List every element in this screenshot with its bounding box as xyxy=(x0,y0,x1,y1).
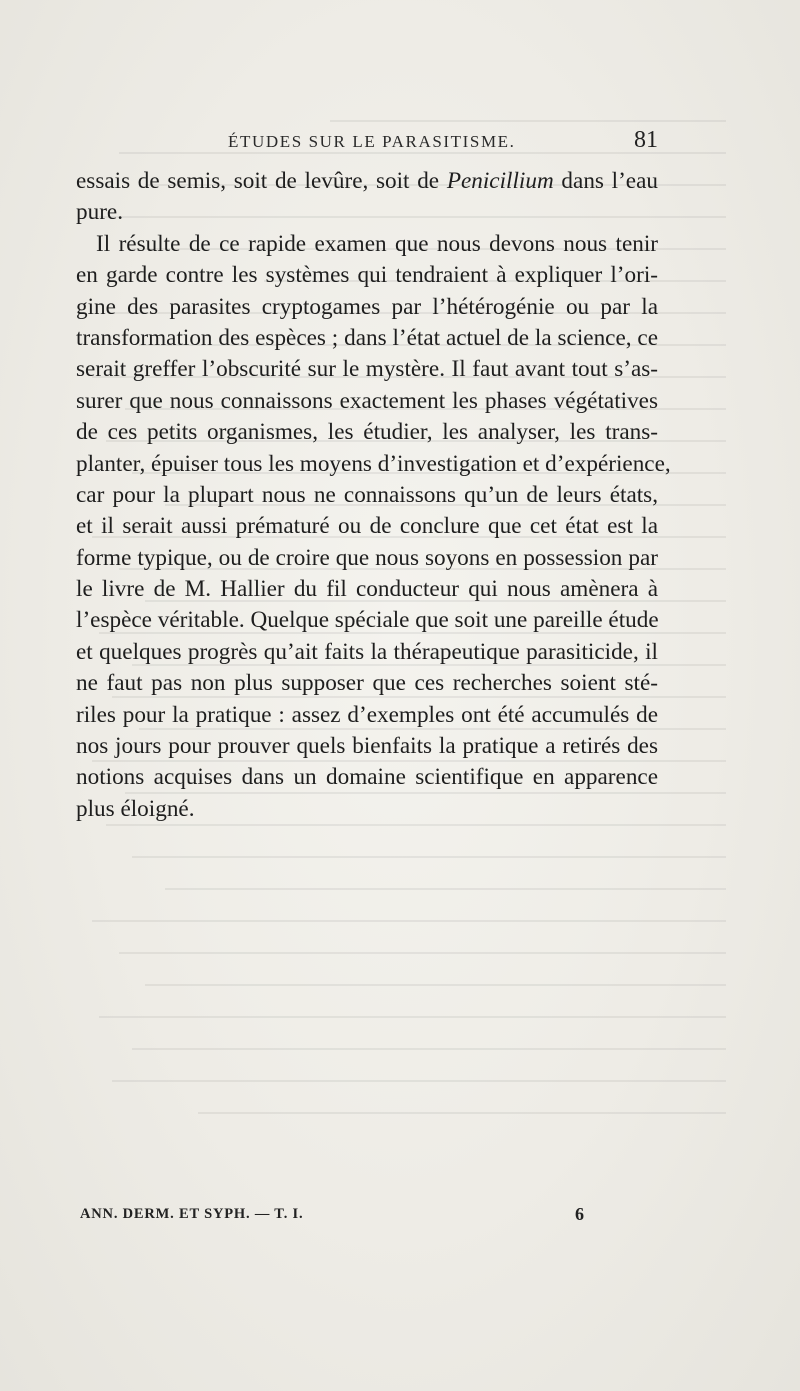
text-run: essais de semis, soit de levûre, soit de xyxy=(76,168,447,194)
italic-term: Penicillium xyxy=(446,168,554,194)
text-run: serait greffer l’obscurité sur le mystère. Il faut avant tout s’as- xyxy=(76,356,658,383)
text-run: l’espèce véritable. Quelque spéciale que soit une pareille étude xyxy=(76,607,659,634)
running-title: ÉTUDES SUR LE PARASITISME. xyxy=(228,132,516,151)
running-head xyxy=(78,127,658,158)
text-line xyxy=(76,417,658,448)
text-line xyxy=(76,292,658,323)
page-number: 81 xyxy=(634,127,658,153)
body-text xyxy=(76,166,671,825)
text-run: et quelques progrès qu’ait faits la thérapeutique parasiticide, il xyxy=(76,638,658,665)
text-line xyxy=(76,574,658,605)
text-run: nos jours pour prouver quels bienfaits la pratique a retirés des xyxy=(76,733,658,760)
text-run: Il résulte de ce rapide examen que nous devons nous tenir xyxy=(96,230,658,257)
text-line xyxy=(76,166,658,197)
text-line xyxy=(76,229,658,260)
text-run: notions acquises dans un domaine scientifique en apparence xyxy=(76,764,658,791)
printer-signature-footer xyxy=(76,1206,656,1228)
text-line xyxy=(76,700,658,731)
text-run: en garde contre les systèmes qui tendraient à expliquer l’ori- xyxy=(76,262,658,289)
text-line xyxy=(76,605,658,636)
text-line xyxy=(76,668,658,699)
text-run: et il serait aussi prématuré ou de conclure que cet état est la xyxy=(76,513,658,540)
text-line xyxy=(76,543,658,574)
text-line xyxy=(76,511,658,542)
text-line xyxy=(76,637,658,668)
text-run: le livre de M. Hallier du fil conducteur qui nous amènera à xyxy=(76,576,658,603)
text-line xyxy=(76,354,658,385)
text-line xyxy=(76,197,658,228)
text-run: surer que nous connaissons exactement les phases végétatives xyxy=(76,387,658,414)
journal-signature: ANN. DERM. ET SYPH. — T. I. xyxy=(80,1206,304,1222)
text-line xyxy=(76,386,658,417)
text-line xyxy=(76,260,658,291)
text-run: forme typique, ou de croire que nous soyons en possession par xyxy=(76,544,658,571)
text-run: pure. xyxy=(76,199,123,226)
text-run: plus éloigné. xyxy=(76,795,195,822)
text-run: dans l’eau xyxy=(553,168,658,194)
text-run: de ces petits organismes, les étudier, les analyser, les trans- xyxy=(76,419,658,446)
text-line xyxy=(76,794,658,825)
text-run: ne faut pas non plus supposer que ces recherches soient sté- xyxy=(76,670,658,697)
text-run: planter, épuiser tous les moyens d’investigation et d’expérience, xyxy=(76,450,671,477)
signature-number: 6 xyxy=(575,1204,584,1224)
text-run: gine des parasites cryptogames par l’hétérogénie ou par la xyxy=(76,293,658,320)
text-line xyxy=(76,480,658,511)
text-run: riles pour la pratique : assez d’exemples ont été accumulés de xyxy=(76,701,658,728)
text-line xyxy=(76,323,658,354)
text-line xyxy=(76,762,658,793)
text-line xyxy=(76,449,671,480)
text-run: transformation des espèces ; dans l’état actuel de la science, ce xyxy=(76,324,658,351)
text-run: car pour la plupart nous ne connaissons qu’un de leurs états, xyxy=(76,481,658,508)
text-line xyxy=(76,731,658,762)
